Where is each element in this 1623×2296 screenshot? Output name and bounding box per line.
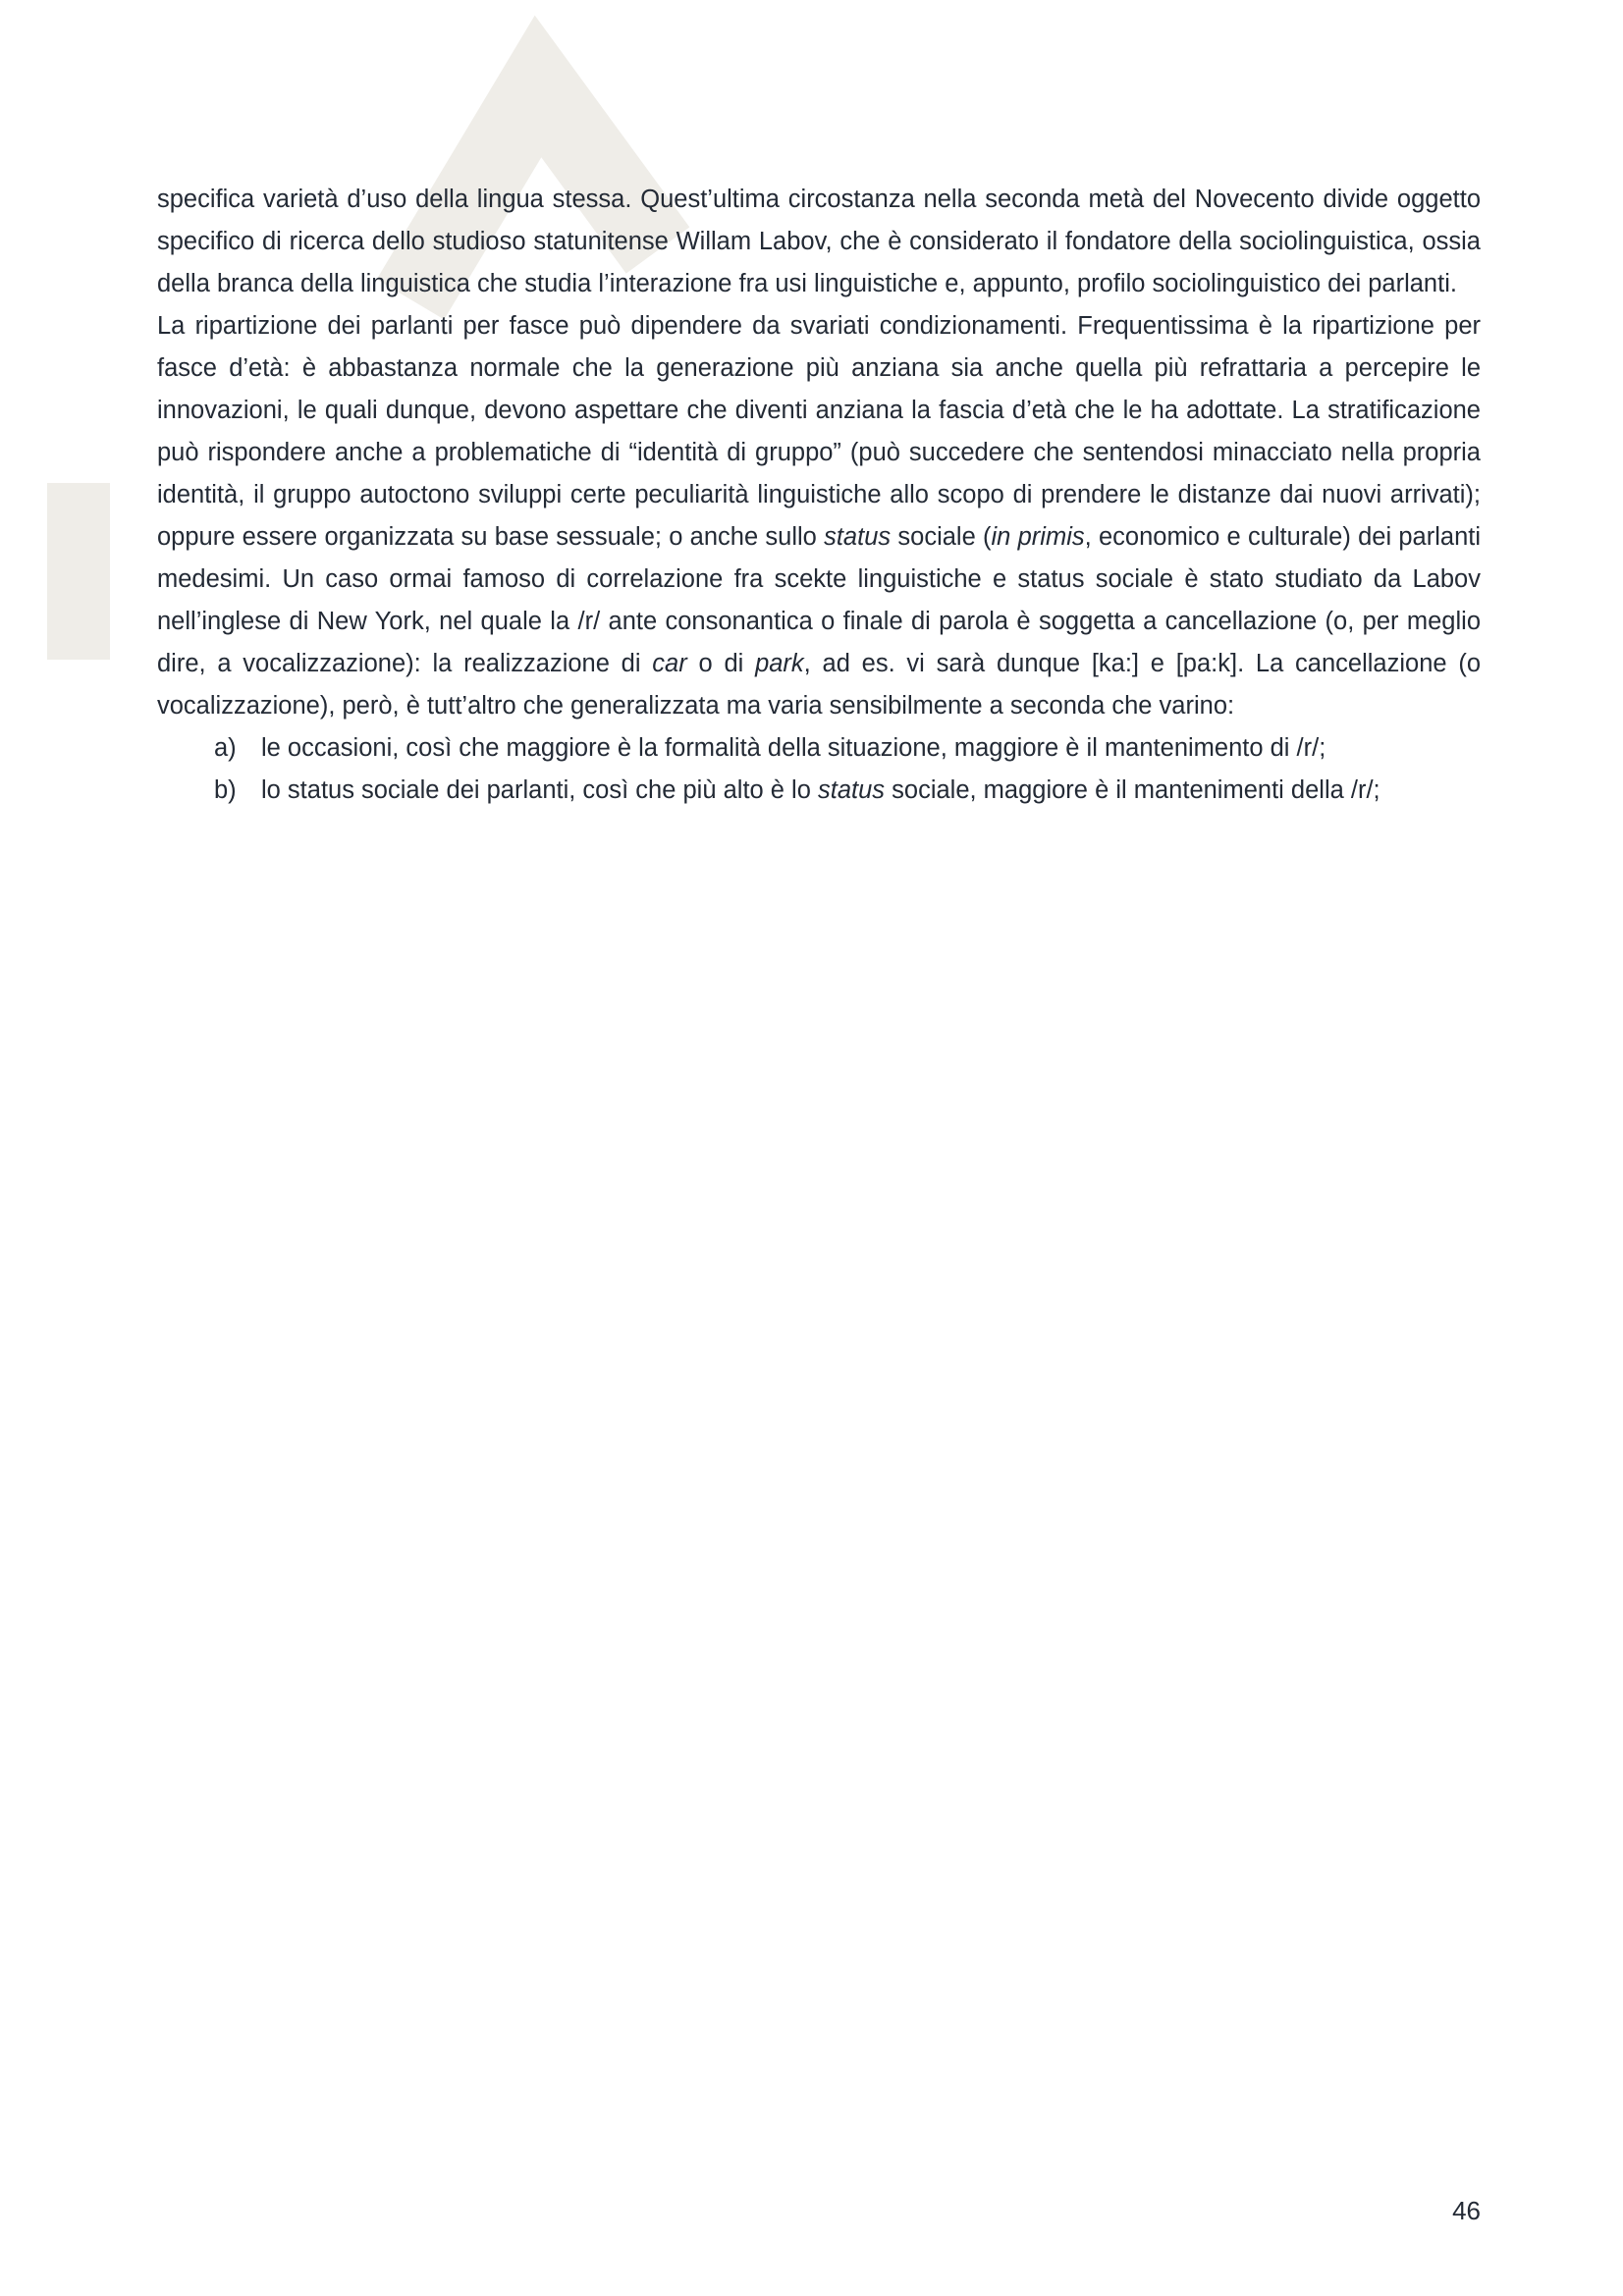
text-segment: o di xyxy=(686,650,756,677)
text-segment: , ad es. vi sarà dunque [ka:] e [pa:k]. La cancellazione (o vocalizzazione), però, è tutt’altro che generalizzata ma varia sensibilmente a seconda che varino: xyxy=(157,650,1482,720)
text-segment: lo status sociale dei parlanti, così che più alto è lo xyxy=(261,776,818,804)
list-marker-a: a) xyxy=(214,734,237,762)
list-marker-b: b) xyxy=(214,776,237,804)
paragraph-2 xyxy=(157,305,1481,727)
text-segment: status xyxy=(824,523,892,551)
list-item-b xyxy=(157,770,1481,812)
text-segment: le occasioni, così che maggiore è la formalità della situazione, maggiore è il mantenimento di /r/; xyxy=(261,734,1326,762)
text-segment: specifica varietà d’uso della lingua stessa. Quest’ultima circostanza nella seconda metà del Novecento divide oggetto specifico di ricerca dello studioso statunitense Willam Labov, che è considerato il fondatore della sociolinguistica, ossia della branca della linguistica che studia l’interazione fra usi linguistiche e, appunto, profilo sociolinguistico dei parlanti. xyxy=(157,186,1481,297)
ordered-list xyxy=(157,727,1481,812)
list-item-a xyxy=(157,727,1481,770)
text-segment: La ripartizione dei parlanti per fasce può dipendere da svariati condizionamenti. Frequentissima è la ripartizione per fasce d’età: è abbastanza normale che la generazione più anziana sia anche quella più refrattaria a percepire le innovazioni, le quali dunque, devono aspettare che diventi anziana la fascia d’età che le ha adottate. La stratificazione può rispondere anche a problematiche di “identità di gruppo” (può succedere che sentendosi minacciato nella propria identità, il gruppo autoctono sviluppi certe peculiarità linguistiche allo scopo di prendere le distanze dai nuovi arrivati); oppure essere organizzata su base sessuale; o anche sullo xyxy=(157,312,1481,551)
paragraph-1 xyxy=(157,179,1481,305)
list-item-b-text xyxy=(261,770,1481,812)
page-number: 46 xyxy=(1452,2196,1481,2225)
text-block xyxy=(157,179,1481,812)
text-segment: status xyxy=(818,776,886,804)
text-segment: sociale ( xyxy=(891,523,992,551)
list-item-a-text xyxy=(261,727,1481,770)
text-segment: , economico e culturale) dei parlanti medesimi. Un caso ormai famoso di correlazione fra scekte linguistiche e status sociale è stato studiato da Labov nell’inglese di New York, nel quale la /r/ ante consonantica o finale di parola è soggetta a cancellazione (o, per meglio dire, a vocalizzazione): la realizzazione di xyxy=(157,523,1482,677)
text-segment: car xyxy=(652,650,687,677)
text-segment: sociale, maggiore è il mantenimenti della /r/; xyxy=(885,776,1380,804)
text-segment: park xyxy=(755,650,804,677)
text-segment: in primis xyxy=(991,523,1085,551)
